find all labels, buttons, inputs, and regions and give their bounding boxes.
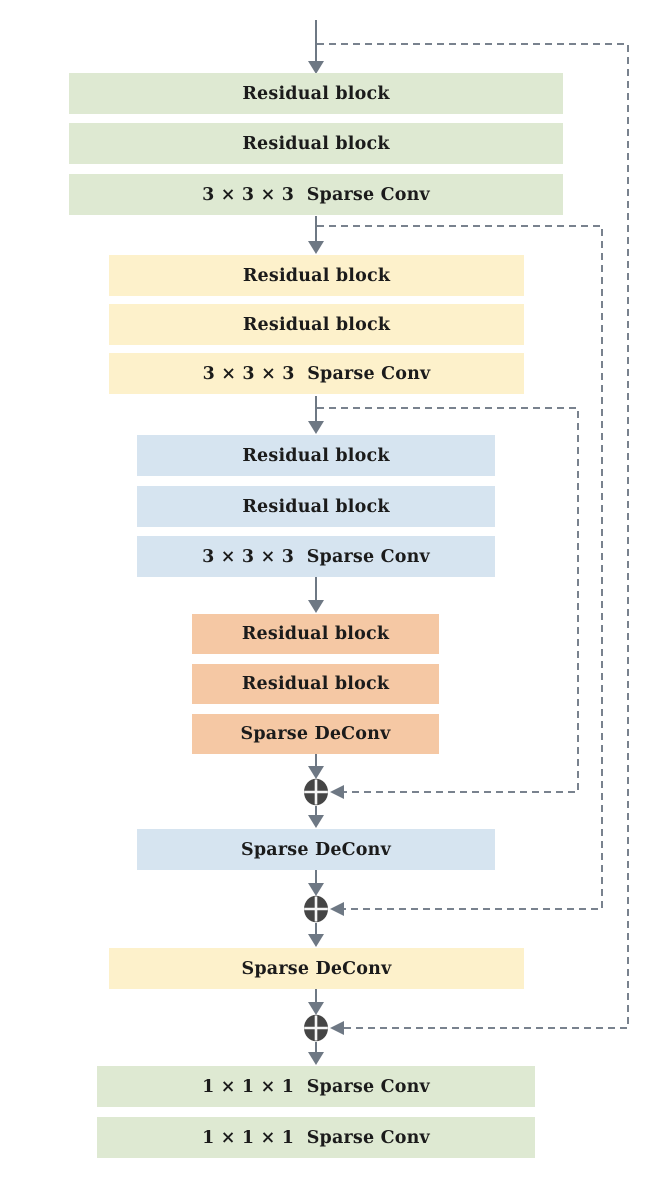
- circled-plus-icon: [302, 778, 330, 806]
- block-residual: Residual block: [109, 255, 524, 296]
- block-sparse-conv: 3 × 3 × 3 Sparse Conv: [109, 353, 524, 394]
- block-sparse-deconv: Sparse DeConv: [192, 714, 439, 754]
- skip-arrowhead-icon: [330, 785, 344, 799]
- block-sparse-conv: 3 × 3 × 3 Sparse Conv: [69, 174, 563, 215]
- block-residual: Residual block: [69, 123, 563, 164]
- block-1x1-sparse-conv: 1 × 1 × 1 Sparse Conv: [97, 1117, 535, 1158]
- skip-arrowhead-icon: [330, 1021, 344, 1035]
- block-sparse-conv: 3 × 3 × 3 Sparse Conv: [137, 536, 495, 577]
- circled-plus-icon: [302, 895, 330, 923]
- arrow-input: [308, 20, 324, 74]
- arrow-merge2-to-dec2: [308, 923, 324, 947]
- block-residual: Residual block: [137, 435, 495, 476]
- block-residual: Residual block: [137, 486, 495, 527]
- merge-add-node: [302, 778, 330, 806]
- arrow-dec1-to-merge2: [308, 870, 324, 896]
- block-residual: Residual block: [192, 664, 439, 704]
- arrow-dec2-to-merge3: [308, 989, 324, 1015]
- merge-add-node: [302, 895, 330, 923]
- arrow-merge1-to-dec1: [308, 806, 324, 828]
- arrow-merge3-to-head: [308, 1042, 324, 1065]
- arrow-enc3-to-bottleneck: [308, 577, 324, 613]
- circled-plus-icon: [302, 1014, 330, 1042]
- block-residual: Residual block: [69, 73, 563, 114]
- arrow-enc1-to-enc2: [308, 216, 324, 254]
- arrow-enc2-to-enc3: [308, 396, 324, 434]
- arrow-bottleneck-to-merge1: [308, 754, 324, 779]
- block-sparse-deconv: Sparse DeConv: [109, 948, 524, 989]
- merge-add-node: [302, 1014, 330, 1042]
- skip-arrowhead-icon: [330, 902, 344, 916]
- block-residual: Residual block: [192, 614, 439, 654]
- block-residual: Residual block: [109, 304, 524, 345]
- block-sparse-deconv: Sparse DeConv: [137, 829, 495, 870]
- block-1x1-sparse-conv: 1 × 1 × 1 Sparse Conv: [97, 1066, 535, 1107]
